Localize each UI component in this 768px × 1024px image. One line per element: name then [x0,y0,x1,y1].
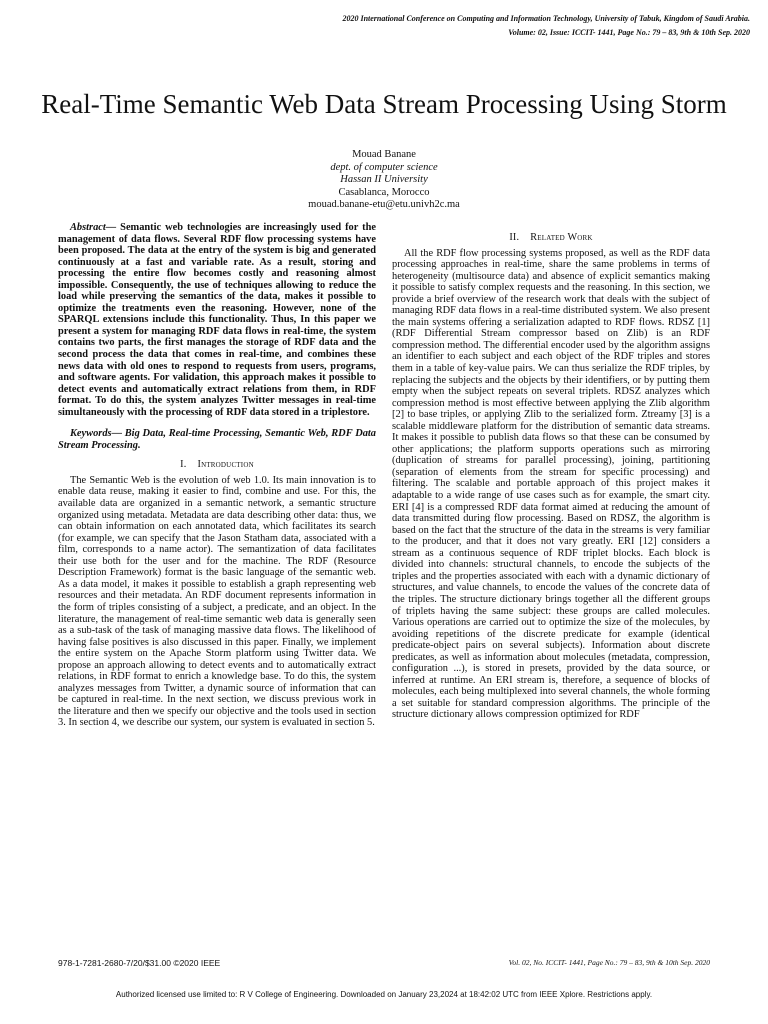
author-dept: dept. of computer science [330,161,438,173]
abstract-label: Abstract— [70,222,117,233]
footer-volume: Vol. 02, No. ICCIT- 1441, Page No.: 79 – 83, 9th & 10th Sep. 2020 [508,958,710,967]
section-number: I. [180,459,187,471]
author-university: Hassan II University [340,174,428,185]
abstract-text: Semantic web technologies are increasingly used for the management of data flows. Several RDF flow processing systems have been proposed. The data at the entry of the system is big and generated continuously at a fast and variable rate. As a result, storing and processing the entire flow becomes costly and reasoning almost impossible. Consequently, the use of techniques allowing to reduce the load while preserving the semantics of the data, makes it possible to optimize the treatments even the reasoning. However, none of the SPARQL extensions include this functionality. Thus, In this paper we present a system for managing RDF data flows in real-time, the system contains two parts, the first manages the storage of RDF data and the second process the data that comes in real-time, and combines these news data with old ones to respond to requests from users, programs, and software agents. For validation, this approach makes it possible to detect events and automatically extract relations from them, in RDF format. To do this, the system analyzes Twitter messages in real-time simultaneously with the processing of RDF data stored in a triplestore. [58,222,376,418]
right-column [392,232,710,721]
author-block [200,149,568,212]
paper-title: Real-Time Semantic Web Data Stream Processing Using Storm [41,89,727,120]
related-work-text: All the RDF flow processing systems proposed, as well as the RDF data processing approaches in real-time, share the same problems in terms of heterogeneity (multisource data) and absence of explicit semantics making it possible to satisfy complex requests and the reasoning. In this section, we provide a brief overview of the research work that deals with the subject of managing RDF data flows in a real-time distributed system. We also present the main systems offering a serialization adapted to RDF flows. RDSZ [1] (RDF Differential Stream compressor based on Zlib) is an RDF compression method. The differential encoder used by the algorithm assigns an identifier to each subject and each object of the RDF triples and stores them in a table of key-value pairs. We can thus serialize the RDF triples, by replacing the subjects and the objects by their identifiers, or by putting them empty when the subject repeats on several triplets. RDSZ analyzes which compression method is most effective between applying the Zlib algorithm [2] to base triples, or applying Zlib to the serialized form. Ztreamy [3] is a scalable middleware platform for the distribution of semantic data streams. It makes it possible to publish data flows so that these can be consumed by other applications; the platform supports operations such as mirroring (duplication of streams for parallel processing), joining, partitioning (separation of elements from the stream for specific processing) and filtering. The scalable and portable approach of this project makes it adaptable to a wide range of use cases such as for example, the smart city. ERI [4] is a compressed RDF data format aimed at reducing the amount of data transmitted during flow processing. Based on RDSZ, the algorithm is based on the fact that the structure of the data in the streams is very familiar to the producer, and that it does not vary greatly. ERI [12] considers a stream as a continuous sequence of RDF triplet blocks. Each block is divided into channels: structural channels, to encode the subjects of the triples and the properties associated with each with a dynamic dictionary of structures, and value channels, to encode the values of the concrete data of the triples. The structure dictionary brings together all the different groups of triplets having the same subject: these groups are called molecules. Various operations are carried out to optimize the size of the molecules, by avoiding repetitions of the discrete predicate for example (identical predicate-object pairs on several subjects). Information about discrete predicates, as well as information about molecules (metadata, compression, configuration ...), is stored in presets, provided by the data source, or inferred at runtime. An ERI stream is, therefore, a sequence of blocks of molecules, each being multiplexed into several channels, the whole forming a set suitable for standard compression algorithms. The principle of the structure dictionary allows compression optimized for RDF [392,247,710,721]
section-title: Related Work [530,232,593,243]
section-heading-introduction [58,459,376,471]
footer-copyright: 978-1-7281-2680-7/20/$31.00 ©2020 IEEE [58,958,221,968]
author-name: Mouad Banane [352,149,416,160]
running-header-volume: Volume: 02, Issue: ICCIT- 1441, Page No.: 79 – 83, 9th & 10th Sep. 2020 [508,28,750,37]
left-column [58,222,376,729]
author-email: mouad.banane-etu@etu.univh2c.ma [308,199,460,210]
section-heading-related-work [392,232,710,244]
abstract [58,222,376,418]
license-notice: Authorized licensed use limited to: R V College of Engineering. Downloaded on January 23,2024 at 18:42:02 UTC from IEEE Xplore. Restrictions apply. [115,990,653,999]
section-title: Introduction [197,459,254,471]
author-city: Casablanca, Morocco [338,186,430,198]
keywords-label: Keywords— [70,428,122,440]
running-header-conference: 2020 International Conference on Computing and Information Technology, University of Tabuk, Kingdom of Saudi Arabia. [342,14,750,23]
keywords [58,428,376,451]
section-number: II. [509,232,520,243]
introduction-text: The Semantic Web is the evolution of web 1.0. Its main innovation is to enable data reuse, making it easier to find, combine and use. For this, the available data are organized in a semantic network, a semantic structure organized using metadata. Metadata are data describing other data: thus, we can obtain information on each annotated data, which facilitates its search (for example, we can specify that the Jason Statham data, associated with a film, corresponds to a name actor). The semantization of data facilitates their use both for the user and for the machine. The RDF (Resource Description Framework) format is the basic language of the semantic web. As a data model, it makes it possible to establish a graph representing web resources and their metadata. An RDF document represents information in the form of triples consisting of a subject, a predicate, and an object. In the literature, the management of real-time semantic web data is generally seen as a sub-task of the task of managing massive data flows. The likelihood of having false positives is also discussed in this paper. Finally, we implement the entire system on the Apache Storm platform using Twitter data. We propose an approach allowing to detect events and to automatically extract relations, in RDF format to enrich a knowledge base. To do this, the system analyzes messages from Twitter, a dynamic source of information that can be captured in real-time. In the next section, we discuss previous work in the literature and then we specify our objective and the tools used in section 3. In section 4, we describe our system, our system is evaluated in section 5. [58,474,376,729]
keywords-text: Big Data, Real-time Processing, Semantic Web, RDF Data Stream Processing. [58,428,376,451]
